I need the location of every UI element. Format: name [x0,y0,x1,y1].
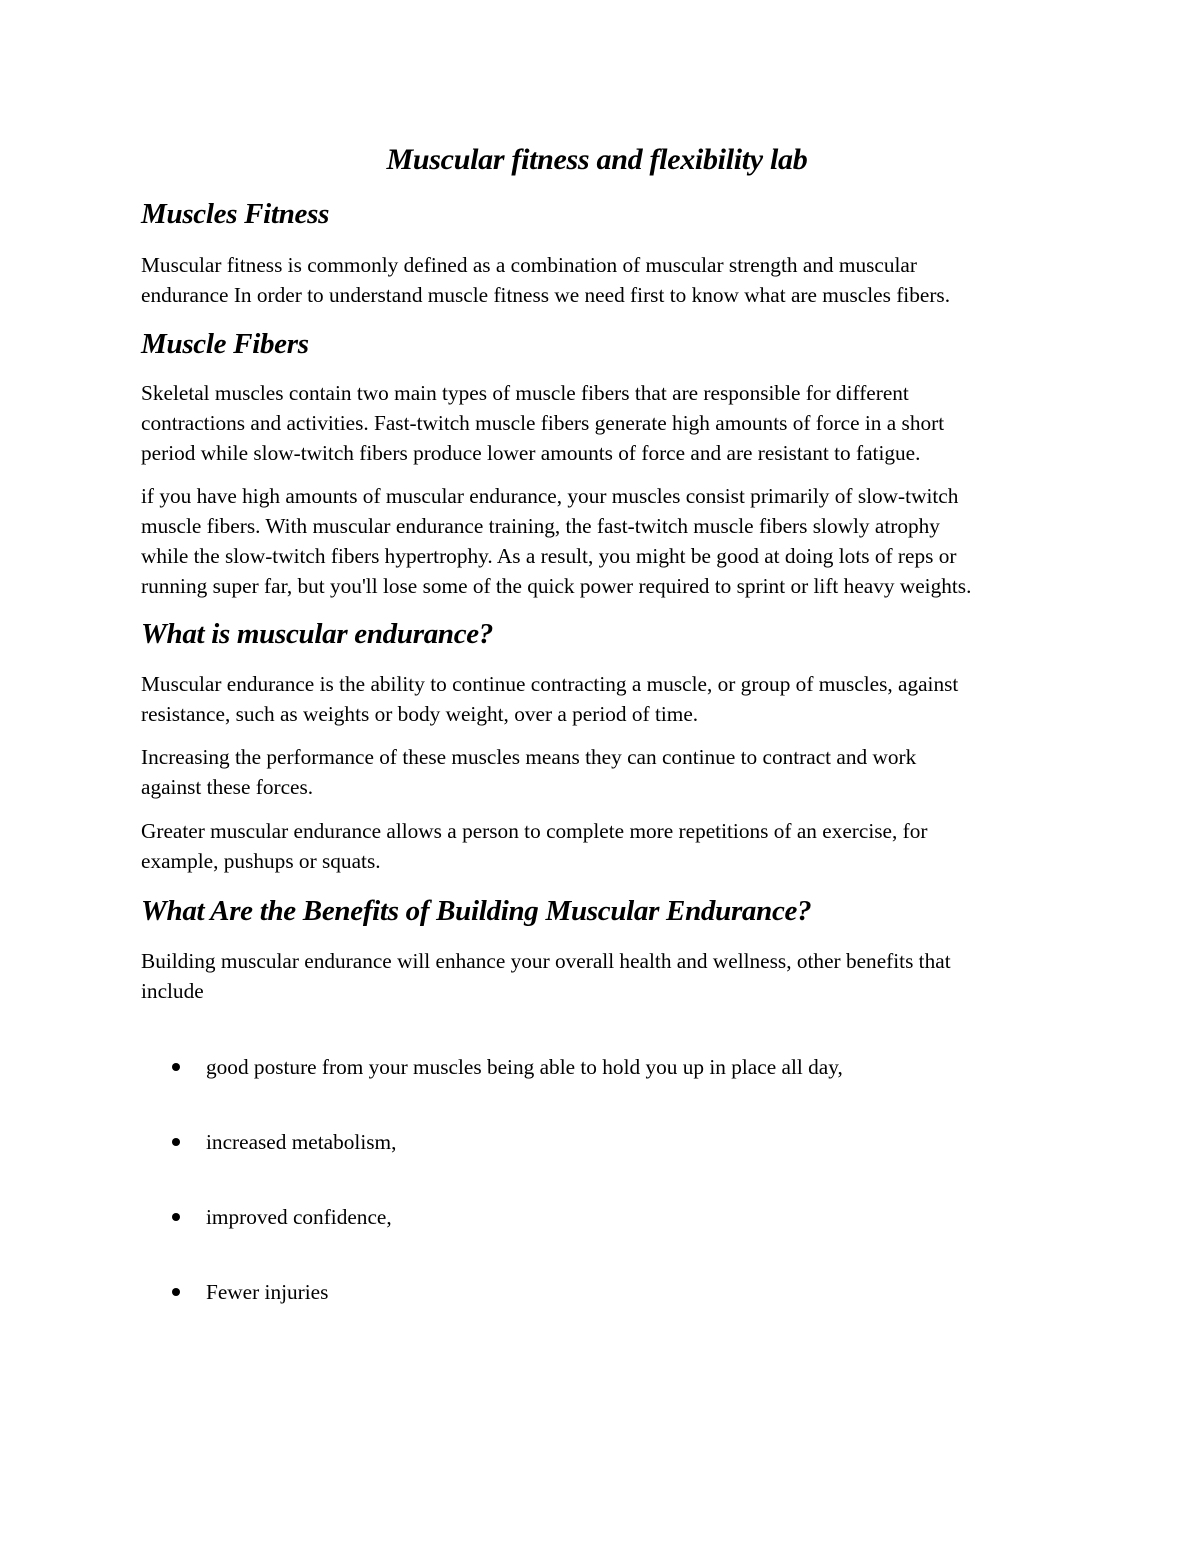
text-line: if you have high amounts of muscular endurance, your muscles consist primarily of slow-twitch [141,484,959,508]
bullet-icon [172,1288,180,1296]
list-item-text: good posture from your muscles being able to hold you up in place all day, [206,1055,843,1079]
text-line: include [141,979,204,1003]
list-item [172,1127,396,1157]
paragraph-skeletal-muscles [141,378,944,468]
list-item-text: Fewer injuries [206,1280,329,1304]
text-line: period while slow-twitch fibers produce lower amounts of force and are resistant to fatigue. [141,441,921,465]
text-line: resistance, such as weights or body weight, over a period of time. [141,702,699,726]
paragraph-increasing-performance [141,742,916,802]
bullet-icon [172,1138,180,1146]
list-item [172,1202,392,1232]
paragraph-greater-endurance [141,816,927,876]
text-line: muscle fibers. With muscular endurance training, the fast-twitch muscle fibers slowly atrophy [141,514,940,538]
text-line: running super far, but you'll lose some of the quick power required to sprint or lift heavy weights. [141,574,972,598]
text-line: Muscular endurance is the ability to continue contracting a muscle, or group of muscles, against [141,672,959,696]
text-line: while the slow-twitch fibers hypertrophy. As a result, you might be good at doing lots of reps or [141,544,957,568]
heading-what-is-muscular-endurance: What is muscular endurance? [141,618,494,650]
text-line: Skeletal muscles contain two main types of muscle fibers that are responsible for different [141,381,909,405]
list-item [172,1277,328,1307]
heading-benefits: What Are the Benefits of Building Muscular Endurance? [141,895,812,927]
text-line: Greater muscular endurance allows a person to complete more repetitions of an exercise, for [141,819,928,843]
bullet-icon [172,1213,180,1221]
paragraph-endurance-definition [141,669,958,729]
text-line: example, pushups or squats. [141,849,381,873]
text-line: Muscular fitness is commonly defined as a combination of muscular strength and muscular [141,253,917,277]
text-line: endurance In order to understand muscle fitness we need first to know what are muscles fibers. [141,283,951,307]
paragraph-high-endurance [141,481,971,601]
heading-muscles-fitness: Muscles Fitness [141,198,330,230]
text-line: against these forces. [141,775,314,799]
paragraph-muscular-fitness [141,250,950,310]
bullet-icon [172,1063,180,1071]
text-line: Building muscular endurance will enhance your overall health and wellness, other benefits that [141,949,951,973]
text-line: Increasing the performance of these muscles means they can continue to contract and work [141,745,917,769]
paragraph-building-endurance [141,946,951,1006]
document-title: Muscular fitness and flexibility lab [386,143,808,176]
list-item-text: increased metabolism, [206,1130,397,1154]
heading-muscle-fibers: Muscle Fibers [141,328,309,360]
list-item [172,1052,843,1082]
list-item-text: improved confidence, [206,1205,392,1229]
text-line: contractions and activities. Fast-twitch muscle fibers generate high amounts of force in a short [141,411,945,435]
